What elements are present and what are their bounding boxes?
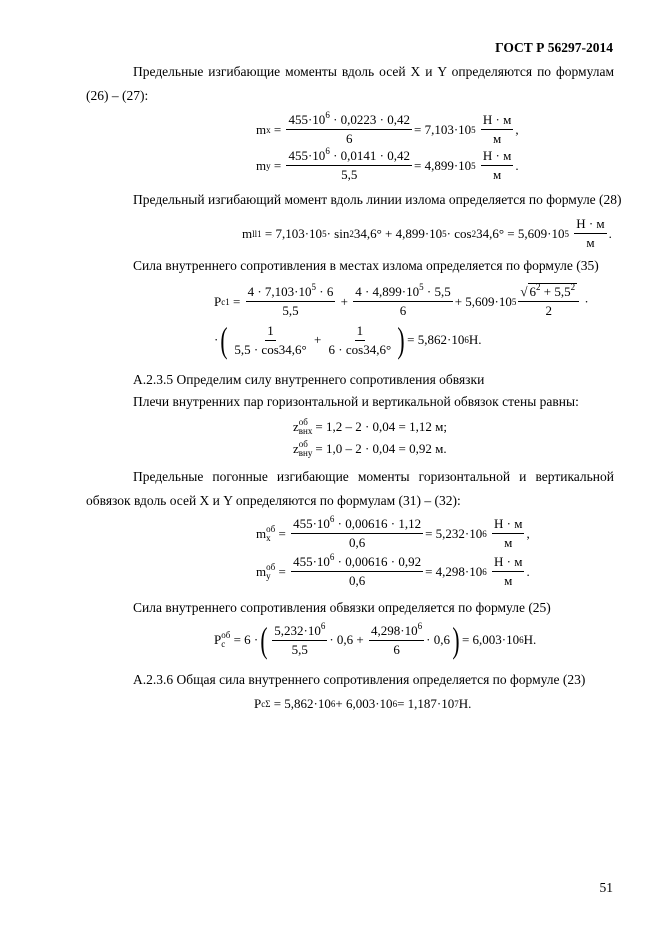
formula-mx-frame: m об x = $\frac{455\cdot 10^6 \cdot 0,00616 \cdot 1,12}{0,6}$ = 5,232·10 6 $\frac{Н \cdot м}{м}$ ,	[256, 514, 530, 550]
paragraph-bending-moments	[86, 60, 614, 108]
formula-my: m y = $\frac{455\cdot 10^6 \cdot 0,0141 \cdot 0,42}{5,5}$ = 4,899·10 5 $\frac{Н \cdot м}{м}$ .	[256, 146, 519, 182]
paragraph-text-cont: обвязок вдоль осей X и Y определяются по формулам (31) – (32):	[86, 493, 461, 508]
formula-pc1-line2: · ( $\frac{1}{5,5 \cdot \cos 34,6^\circ}$ + $\frac{1}{6 \cdot \cos 34,6^\circ}$ ) = 5,862·10 6 Н.	[214, 320, 482, 360]
formula-mx: m x = $\frac{455\cdot 10^6 \cdot 0,0223 \cdot 0,42}{6}$ = 7,103·10 5 $\frac{Н \cdot м}{м}$ ,	[256, 110, 519, 146]
paragraph-frame-moments	[86, 465, 614, 513]
paragraph-frame-resistance: Сила внутреннего сопротивления обвязки определяется по формуле (25)	[133, 600, 551, 615]
paragraph-fracture-resistance: Сила внутреннего сопротивления в местах излома определяется по формуле (35)	[133, 258, 599, 273]
paragraph-text-cont: (26) – (27):	[86, 88, 149, 103]
paragraph-text: Предельные изгибающие моменты вдоль осей X и Y определяются по формулам	[133, 64, 614, 79]
formula-pc1-line1: P c1 = $\frac{4 \cdot 7,103\cdot 10^5 \cdot 6}{5,5}$ + $\frac{4 \cdot 4,899\cdot 10^5 \cdot 5,5}{6}$ + 5,609·10 5 $\frac{√ 6^2 + 5,5^2}{2}$ ·	[214, 282, 589, 318]
paragraph-text: Предельные погонные изгибающие моменты горизонтальной и вертикальной	[133, 469, 614, 484]
document-code: ГОСТ Р 56297-2014	[495, 40, 613, 55]
formula-zy: z об вну = 1,0 – 2 · 0,04 = 0,92 м.	[293, 439, 447, 458]
formula-my-frame: m об y = $\frac{455\cdot 10^6 \cdot 0,00616 \cdot 0,92}{0,6}$ = 4,298·10 6 $\frac{Н \cdot м}{м}$ .	[256, 552, 530, 588]
formula-p-frame: P об c = 6 · ( $\frac{5,232\cdot 10^6}{5,5}$ · 0,6 + $\frac{4,298\cdot 10^6}{6}$ · 0,6 ) = 6,003·10 6 Н.	[214, 620, 537, 660]
section-a-2-3-5: А.2.3.5 Определим силу внутреннего сопротивления обвязки	[133, 372, 485, 387]
paragraph-fracture-moment: Предельный изгибающий момент вдоль линии излома определяется по формуле (28)	[133, 192, 622, 207]
paragraph-frame-arms: Плечи внутренних пар горизонтальной и вертикальной обвязок стены равны:	[133, 394, 579, 409]
section-a-2-3-6: А.2.3.6 Общая сила внутреннего сопротивления определяется по формуле (23)	[133, 672, 586, 687]
page-number: 51	[599, 880, 613, 895]
formula-p-total: P cΣ = 5,862·10 6 + 6,003·10 6 = 1,187·10 7 Н.	[254, 696, 472, 711]
formula-mll: m ll1 = 7,103·10 5 · sin 2 34,6° + 4,899·10 5 · cos 2 34,6° = 5,609·10 5 $\frac{Н \cdot м}{м}$ .	[242, 216, 612, 250]
formula-zx: z об внх = 1,2 – 2 · 0,04 = 1,12 м;	[293, 417, 447, 436]
